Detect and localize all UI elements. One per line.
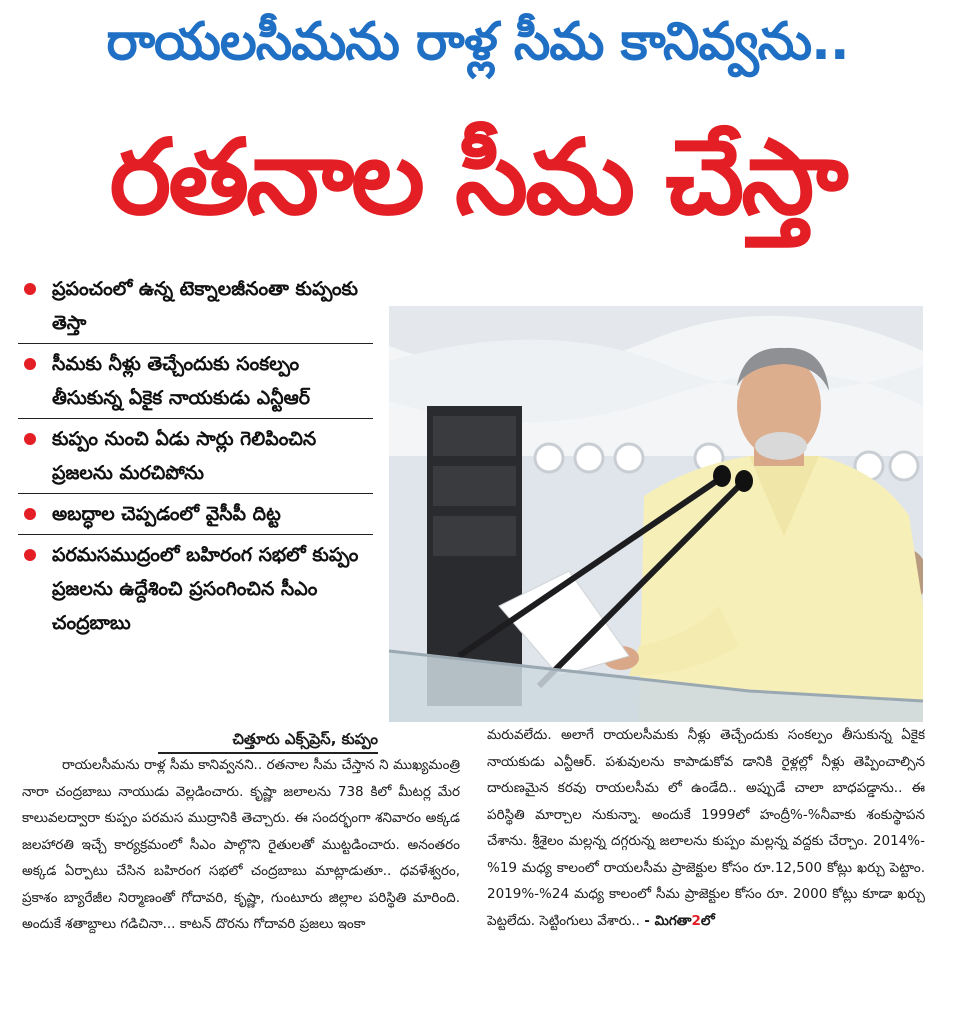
- news-photo: [389, 306, 923, 722]
- highlight-item: ప్రపంచంలో ఉన్న టెక్నాలజీనంతా కుప్పంకు తెస్తా: [18, 272, 373, 344]
- bullet-icon: [24, 549, 36, 561]
- dateline: చిత్తూరు ఎక్స్‌ప్రెస్, కుప్పం: [158, 728, 378, 754]
- bullet-icon: [24, 433, 36, 445]
- highlights-list: [18, 272, 373, 646]
- bullet-icon: [24, 508, 36, 520]
- highlight-item: కుప్పం నుంచి ఏడు సార్లు గెలిపించిన ప్రజలను మరచిపోను: [18, 422, 373, 494]
- bullet-icon: [24, 358, 36, 370]
- speaker-at-podium-image: [389, 306, 923, 722]
- article-column-left: రాయలసీమను రాళ్ల సీమ కానివ్వనని.. రతనాల సీమ చేస్తాన ని ముఖ్యమంత్రి నారా చంద్రబాబు నాయుడు వెల్లడించారు. కృష్ణా జలాలను 738 కిలో మీటర్ల మేర కాలువలద్వారా కుప్పం పరమస ముద్రానికి తెచ్చారు. ఈ సందర్భంగా శనివారం అక్కడ జలహారతి ఇచ్చే కార్యక్రమంలో సీఎం పాల్గొని రైతులతో ముట్టడించారు. అనంతరం అక్కడ ఏర్పాటు చేసిన బహిరంగ సభలో చంద్రబాబు మాట్లాడుతూ.. ధవళేశ్వరం, ప్రకాశం బ్యారేజీల నిర్మాణంతో గోదావరి, కృష్ణా, గుంటూరు జిల్లాల పరిస్థితి మారింది. అందుకే శతాబ్దాలు గడిచినా... కాటన్ దొరను గోదావరి ప్రజలు ఇంకా: [22, 757, 460, 932]
- continued-on-page[interactable]: - మిగతా2లో: [644, 912, 715, 929]
- main-headline: రతనాల సీమ చేస్తా: [109, 116, 846, 238]
- highlight-item: అబద్ధాల చెప్పడంలో వైసీపీ దిట్ట: [18, 497, 373, 535]
- highlight-item: సీమకు నీళ్లు తెచ్చేందుకు సంకల్పం తీసుకున్న ఏకైక నాయకుడు ఎన్టీఆర్: [18, 347, 373, 419]
- kicker-headline: రాయలసీమను రాళ్ల సీమ కానివ్వను..: [106, 12, 849, 72]
- highlight-item: పరమసముద్రంలో బహిరంగ సభలో కుప్పం ప్రజలను ఉద్దేశించి ప్రసంగించిన సీఎం చంద్రబాబు: [18, 538, 373, 643]
- bullet-icon: [24, 283, 36, 295]
- article-column-right-text: మరువలేదు. అలాగే రాయలసీమకు నీళ్లు తెచ్చేందుకు సంకల్పం తీసుకున్న ఏకైక నాయకుడు ఎన్టీఆర్. పశువులను కాపాడుకోవ డానికి రైళ్లల్లో నీళ్లు తెప్పించాల్సిన దారుణమైన కరవు రాయలసీమ లో ఉండేది.. అప్పుడే చాలా బాధపడ్డాను.. ఈ పరిస్థితి మార్చాల నుకున్నా. అందుకే 1999లో హంద్రీ%-%నీవాకు శంకుస్థాపన చేశాను. శ్రీశైలం మల్లన్న దగ్గరున్న జలాలను కుప్పం మల్లన్న వద్దకు చేర్చాం. 2014%-%19 మధ్య కాలంలో రాయలసీమ ప్రాజెక్టుల కోసం రూ.12,500 కోట్లు ఖర్చు పెట్టాం. 2019%-%24 మధ్య కాలంలో సీమ ప్రాజెక్టుల కోసం రూ. 2000 కోట్లు కూడా ఖర్చు పెట్టలేదు. సెట్టింగులు వేశారు..: [487, 727, 925, 929]
- article-column-right: [487, 722, 925, 968]
